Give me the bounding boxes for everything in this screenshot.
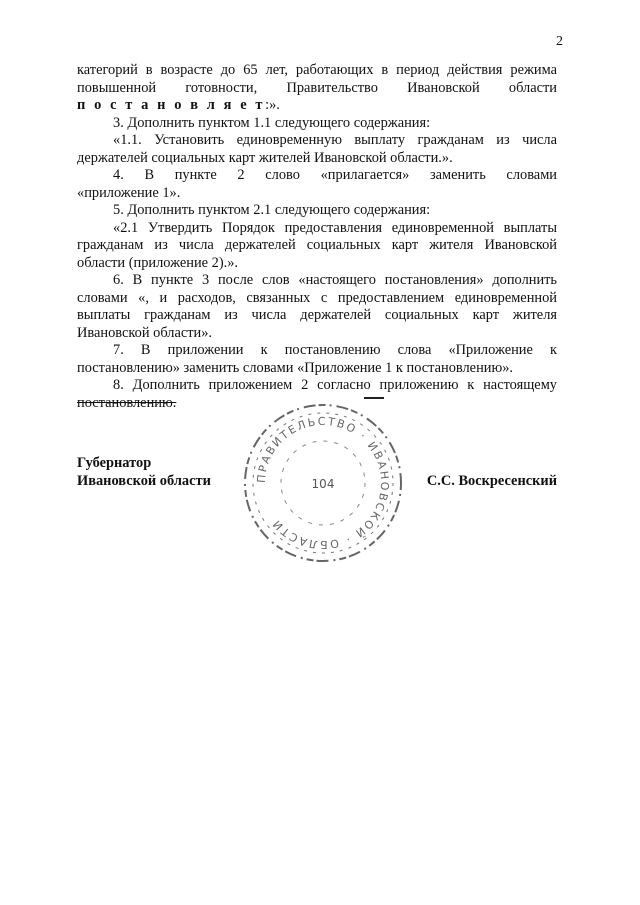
stamp-circular-text: ПРАВИТЕЛЬСТВО · ИВАНОВСКОЙ · ОБЛАСТИ xyxy=(254,414,392,552)
paragraph-line: выплаты гражданам из числа держателей социальных карт жителя xyxy=(77,307,557,323)
resolution-word: п о с т а н о в л я е т xyxy=(77,97,266,113)
paragraph-line: гражданам из числа держателей социальных карт жителя Ивановской xyxy=(77,237,557,253)
stamp-center-text: 104 xyxy=(311,477,335,491)
signature-block xyxy=(77,454,557,494)
page-number: 2 xyxy=(556,34,563,49)
paragraph-item-7: 7. В приложении к постановлению слова «Приложение к xyxy=(113,342,557,358)
paragraph-line: категорий в возрасте до 65 лет, работающих в период действия режима xyxy=(77,62,557,78)
signatory-title-line: Губернатор xyxy=(77,455,152,471)
paragraph-item-6: 6. В пункте 3 после слов «настоящего постановления» дополнить xyxy=(113,272,557,288)
paragraph-item-4: 4. В пункте 2 слово «прилагается» заменить словами xyxy=(113,167,557,183)
paragraph-line: постановлению» заменить словами «Приложение 1 к постановлению». xyxy=(77,359,514,376)
document-body xyxy=(77,62,557,412)
paragraph-line: постановлению. xyxy=(77,394,177,411)
paragraph-line: области (приложение 2).». xyxy=(77,254,239,271)
paragraph-line: повышенной готовности, Правительство Ивановской области xyxy=(77,79,557,96)
signatory-title-line: Ивановской области xyxy=(77,473,211,489)
signatory-title xyxy=(77,454,211,490)
paragraph-line: «приложение 1». xyxy=(77,184,181,201)
paragraph-line: Ивановской области». xyxy=(77,324,213,341)
signatory-name: С.С. Воскресенский xyxy=(426,473,557,489)
paragraph-item-5: 5. Дополнить пунктом 2.1 следующего содержания: xyxy=(113,202,431,218)
paragraph-line: «1.1. Установить единовременную выплату гражданам из числа xyxy=(113,132,557,148)
resolution-line xyxy=(77,97,557,115)
resolution-tail: :». xyxy=(265,97,280,113)
paragraph-line: «2.1 Утвердить Порядок предоставления единовременной выплаты xyxy=(113,219,557,236)
paragraph-item-8: 8. Дополнить приложением 2 согласно приложению к настоящему xyxy=(113,377,557,393)
paragraph-line: словами «, и расходов, связанных с предоставлением единовременной xyxy=(77,289,557,306)
paragraph-item-3: 3. Дополнить пунктом 1.1 следующего содержания: xyxy=(113,114,431,131)
paragraph-line: держателей социальных карт жителей Ивановской области.». xyxy=(77,149,453,166)
